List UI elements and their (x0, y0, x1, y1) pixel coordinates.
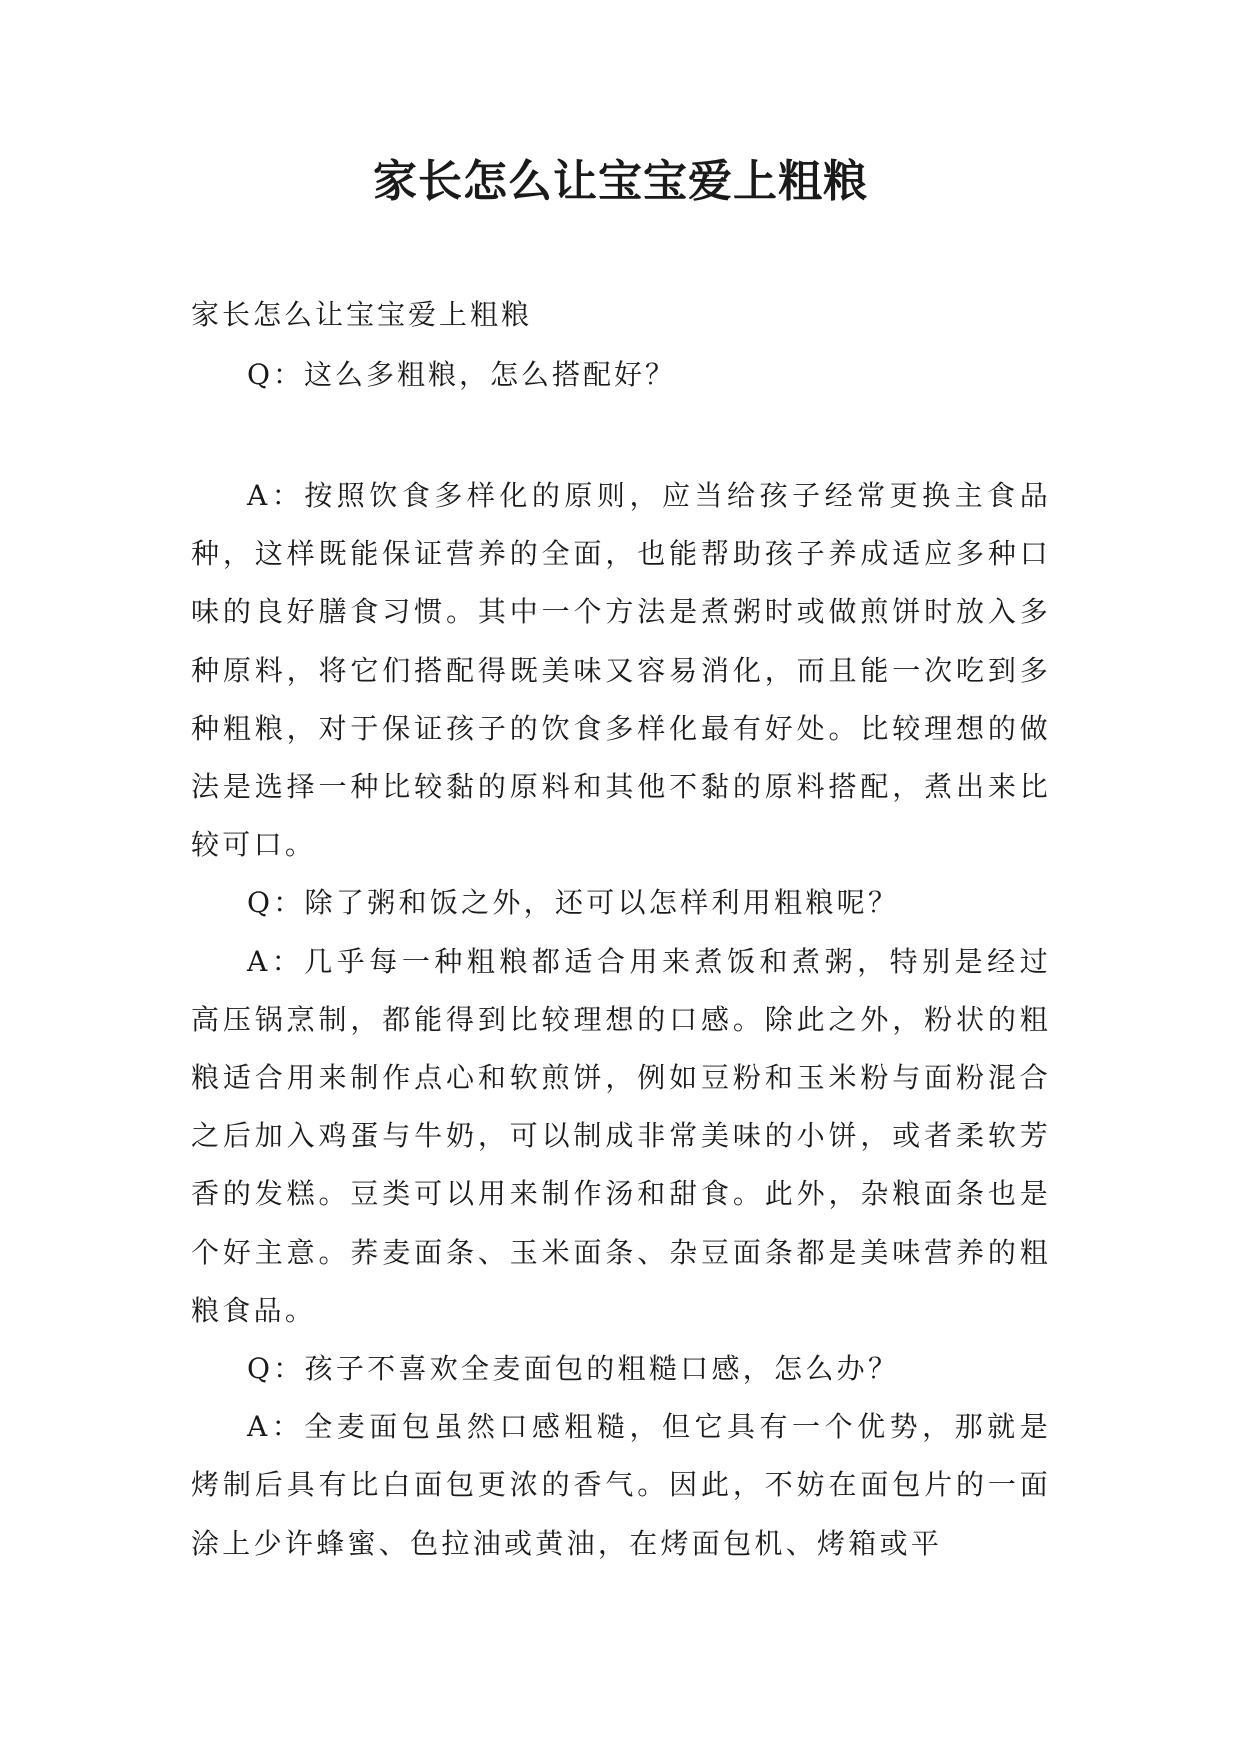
answer-paragraph: A：全麦面包虽然口感粗糙，但它具有一个优势，那就是烤制后具有比白面包更浓的香气。因此，不妨在面包片的一面涂上少许蜂蜜、色拉油或黄油，在烤面包机、烤箱或平 (191, 1410, 1051, 1560)
document-body (191, 467, 1051, 1573)
question-paragraph: Q：除了粥和饭之外，还可以怎样利用粗粮呢？ (247, 886, 900, 920)
question-paragraph: Q：孩子不喜欢全麦面包的粗糙口感，怎么办？ (247, 1352, 900, 1386)
answer-paragraph: A：按照饮食多样化的原则，应当给孩子经常更换主食品种，这样既能保证营养的全面，也能帮助孩子养成适应多种口味的良好膳食习惯。其中一个方法是煮粥时或做煎饼时放入多种原料，将它们搭配得既美味又容易消化，而且能一次吃到多种粗粮，对于保证孩子的饮食多样化最有好处。比较理想的做法是选择一种比较黏的原料和其他不黏的原料搭配，煮出来比较可口。 (191, 479, 1051, 862)
question-1: Q：这么多粗粮，怎么搭配好？ (247, 358, 676, 391)
document-title: 家长怎么让宝宝爱上粗粮 (373, 156, 868, 207)
document-subtitle: 家长怎么让宝宝爱上粗粮 (191, 298, 533, 331)
answer-paragraph: A：几乎每一种粗粮都适合用来煮饭和煮粥，特别是经过高压锅烹制，都能得到比较理想的口感。除此之外，粉状的粗粮适合用来制作点心和软煎饼，例如豆粉和玉米粉与面粉混合之后加入鸡蛋与牛奶，可以制成非常美味的小饼，或者柔软芳香的发糕。豆类可以用来制作汤和甜食。此外，杂粮面条也是个好主意。荞麦面条、玉米面条、杂豆面条都是美味营养的粗粮食品。 (191, 944, 1051, 1327)
